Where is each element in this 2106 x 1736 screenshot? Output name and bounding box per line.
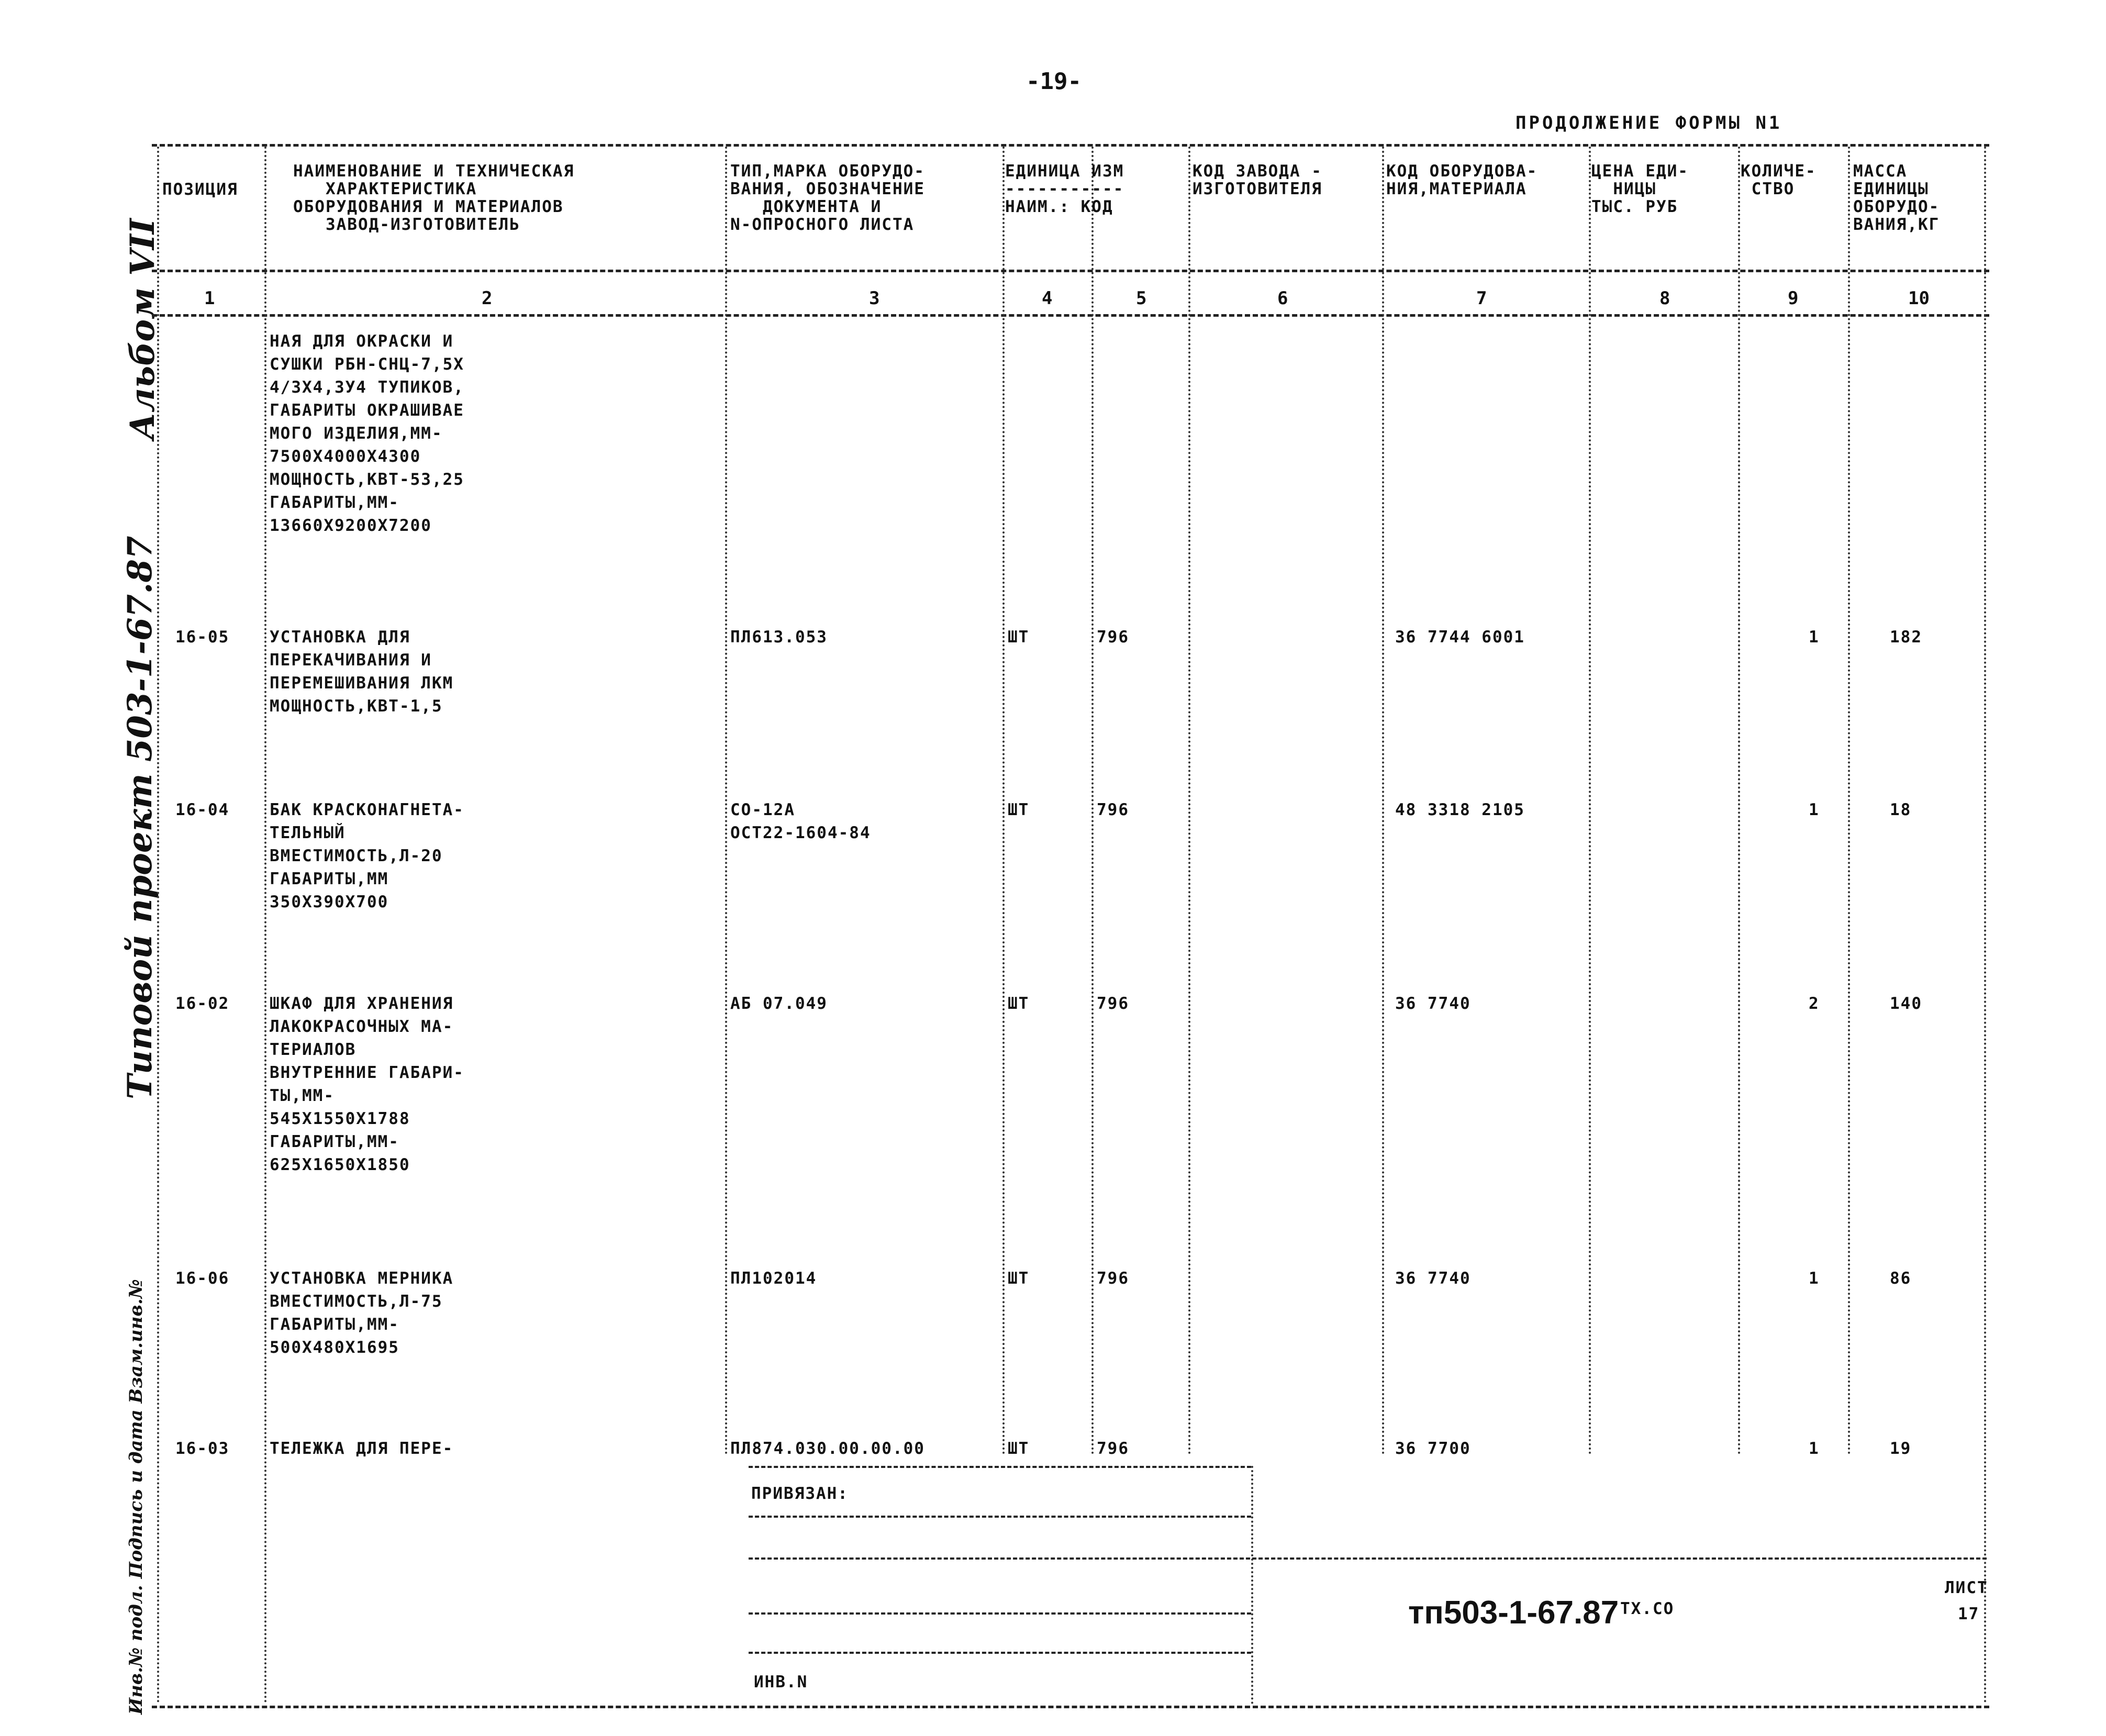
header-mass: МАССА ЕДИНИЦЫ ОБОРУДО- ВАНИЯ,КГ xyxy=(1853,162,1940,234)
item-quantity: 1 xyxy=(1809,628,1820,647)
item-mass: 140 xyxy=(1890,994,1922,1013)
item-name: БАК КРАСКОНАГНЕТА- ТЕЛЬНЫЙ ВМЕСТИМОСТЬ,Л-20 ГАБАРИТЫ,ММ 350Х390Х700 xyxy=(270,800,464,911)
item-name: УСТАНОВКА МЕРНИКА ВМЕСТИМОСТЬ,Л-75 ГАБАРИТЫ,ММ- 500Х480Х1695 xyxy=(270,1269,454,1357)
item-unit: ШТ xyxy=(1008,1269,1030,1288)
item-position: 16-04 xyxy=(175,800,230,819)
header-type: ТИП,МАРКА ОБОРУДО- ВАНИЯ, ОБОЗНАЧЕНИЕ ДОКУМЕНТА И N-ОПРОСНОГО ЛИСТА xyxy=(730,162,925,234)
item-equip-code: 36 7700 xyxy=(1395,1439,1471,1458)
item-equip-code: 48 3318 2105 xyxy=(1395,800,1525,819)
col-sep xyxy=(1002,147,1005,1455)
stamp-privyazan: ПРИВЯЗАН: xyxy=(751,1484,849,1503)
stamp-project-code: тп503-1-67.87 xyxy=(1408,1595,1619,1631)
stamp-sheet-number: 17 xyxy=(1958,1605,1980,1623)
column-number: 3 xyxy=(869,288,880,309)
stamp-rule xyxy=(749,1652,1251,1654)
item-unit-code: 796 xyxy=(1097,1269,1129,1288)
stamp-doc-suffix: ТХ.СО xyxy=(1620,1599,1675,1618)
column-number: 8 xyxy=(1659,288,1670,309)
column-number: 6 xyxy=(1277,288,1288,309)
item-unit: ШТ xyxy=(1008,1439,1030,1458)
item-name: ТЕЛЕЖКА ДЛЯ ПЕРЕ- xyxy=(270,1439,454,1458)
top-rule xyxy=(152,144,1989,147)
item-type: АБ 07.049 xyxy=(730,994,828,1013)
item-unit-code: 796 xyxy=(1097,994,1129,1013)
item-position: 16-02 xyxy=(175,994,230,1013)
item-type: СО-12А ОСТ22-1604-84 xyxy=(730,800,871,842)
stamp-top-rule xyxy=(749,1466,1251,1468)
header-bottom-rule xyxy=(152,270,1989,272)
column-number: 1 xyxy=(204,288,215,309)
column-number: 4 xyxy=(1042,288,1053,309)
item-equip-code: 36 7744 6001 xyxy=(1395,628,1525,647)
header-position: ПОЗИЦИЯ xyxy=(162,180,238,199)
header-plant-code: КОД ЗАВОДА - ИЗГОТОВИТЕЛЯ xyxy=(1193,162,1322,198)
colnum-bottom-rule xyxy=(152,314,1989,317)
column-number: 5 xyxy=(1136,288,1147,309)
item-name: ШКАФ ДЛЯ ХРАНЕНИЯ ЛАКОКРАСОЧНЫХ МА- ТЕРИАЛОВ ВНУТРЕННИЕ ГАБАРИ- ТЫ,ММ- 545Х1550Х1788 ГАБАРИТЫ,ММ- 625Х1650Х1850 xyxy=(270,994,464,1174)
item-unit-code: 796 xyxy=(1097,800,1129,819)
item-quantity: 2 xyxy=(1809,994,1820,1013)
item-unit-code: 796 xyxy=(1097,1439,1129,1458)
stamp-rule xyxy=(749,1516,1251,1518)
header-unit: ЕДИНИЦА ИЗМ ----------- НАИМ.: КОД xyxy=(1005,162,1124,216)
col-sep xyxy=(1984,147,1986,1704)
stamp-inv: ИНВ.N xyxy=(754,1673,808,1692)
col-sep xyxy=(1738,147,1740,1455)
item-mass: 86 xyxy=(1890,1269,1912,1288)
item-name: НАЯ ДЛЯ ОКРАСКИ И СУШКИ РБН-СНЦ-7,5Х 4/3Х4,3У4 ТУПИКОВ, ГАБАРИТЫ ОКРАШИВАЕ МОГО ИЗДЕЛИЯ,ММ- 7500Х4000Х4300 МОЩНОСТЬ,КВТ-53,25 ГАБАРИТЫ,ММ- 13660Х9200Х7200 xyxy=(270,332,464,535)
col-sep xyxy=(1188,147,1190,1455)
item-quantity: 1 xyxy=(1809,1269,1820,1288)
item-mass: 18 xyxy=(1890,800,1912,819)
continuation-title: ПРОДОЛЖЕНИЕ ФОРМЫ N1 xyxy=(1516,113,1782,133)
col-sep xyxy=(157,147,159,1704)
item-type: ПЛ613.053 xyxy=(730,628,828,647)
col-sep xyxy=(1091,147,1094,1455)
bottom-rule xyxy=(152,1706,1989,1708)
stamp-sheet-label: ЛИСТ xyxy=(1945,1578,1988,1597)
page-number: -19- xyxy=(1026,68,1082,95)
item-type: ПЛ102014 xyxy=(730,1269,817,1288)
item-quantity: 1 xyxy=(1809,1439,1820,1458)
column-number: 2 xyxy=(482,288,493,309)
item-unit-code: 796 xyxy=(1097,628,1129,647)
col-sep xyxy=(1848,147,1850,1455)
item-position: 16-06 xyxy=(175,1269,230,1288)
stamp-rule xyxy=(749,1557,1987,1560)
header-name: НАИМЕНОВАНИЕ И ТЕХНИЧЕСКАЯ ХАРАКТЕРИСТИКА ОБОРУДОВАНИЯ И МАТЕРИАЛОВ ЗАВОД-ИЗГОТОВИТЕЛЬ xyxy=(293,162,575,234)
col-sep xyxy=(1589,147,1591,1455)
col-sep xyxy=(725,147,727,1455)
sidebar-album: Альбом VII xyxy=(123,218,162,440)
sidebar-inv-strip: Инв.№ подл. Подпись и дата Взам.инв.№ xyxy=(126,1279,147,1715)
header-price: ЦЕНА ЕДИ- НИЦЫ ТЫС. РУБ xyxy=(1591,162,1689,216)
item-quantity: 1 xyxy=(1809,800,1820,819)
item-position: 16-03 xyxy=(175,1439,230,1458)
col-sep xyxy=(1382,147,1384,1455)
item-unit: ШТ xyxy=(1008,994,1030,1013)
item-mass: 182 xyxy=(1890,628,1922,647)
stamp-sep xyxy=(1251,1466,1253,1704)
item-equip-code: 36 7740 xyxy=(1395,1269,1471,1288)
column-number: 9 xyxy=(1788,288,1799,309)
item-unit: ШТ xyxy=(1008,628,1030,647)
item-mass: 19 xyxy=(1890,1439,1912,1458)
column-number: 7 xyxy=(1476,288,1487,309)
col-sep xyxy=(264,147,266,1704)
header-quantity: КОЛИЧЕ- СТВО xyxy=(1741,162,1817,198)
header-equip-code: КОД ОБОРУДОВА- НИЯ,МАТЕРИАЛА xyxy=(1386,162,1538,198)
item-type: ПЛ874.030.00.00.00 xyxy=(730,1439,925,1458)
stamp-rule xyxy=(749,1612,1251,1615)
sidebar-project: Типовой проект 503-1-67.87 xyxy=(120,536,160,1099)
item-equip-code: 36 7740 xyxy=(1395,994,1471,1013)
item-name: УСТАНОВКА ДЛЯ ПЕРЕКАЧИВАНИЯ И ПЕРЕМЕШИВАНИЯ ЛКМ МОЩНОСТЬ,КВТ-1,5 xyxy=(270,628,454,716)
item-position: 16-05 xyxy=(175,628,230,647)
item-unit: ШТ xyxy=(1008,800,1030,819)
column-number: 10 xyxy=(1908,288,1930,309)
